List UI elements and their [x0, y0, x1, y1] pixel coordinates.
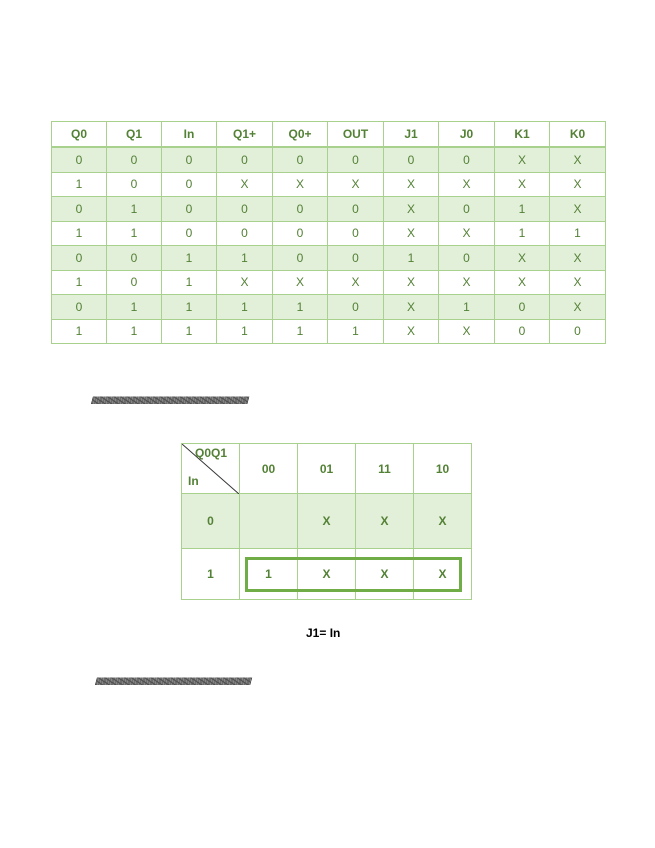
table-cell: 1	[52, 172, 107, 197]
table-cell: 0	[217, 147, 273, 172]
table-cell: X	[384, 221, 439, 246]
kmap-group-rectangle	[245, 557, 462, 592]
table-cell: 1	[162, 246, 217, 271]
table-cell: X	[273, 270, 328, 295]
table-cell: 1	[384, 246, 439, 271]
table-cell: X	[217, 172, 273, 197]
table-cell: X	[495, 147, 550, 172]
table-cell: X	[384, 172, 439, 197]
table-cell: 0	[439, 147, 495, 172]
table-cell: 0	[384, 147, 439, 172]
table-cell: X	[495, 270, 550, 295]
table-cell: 1	[495, 197, 550, 222]
table-cell: 0	[162, 221, 217, 246]
table-cell: X	[550, 147, 606, 172]
kmap-column-header: 10	[414, 444, 472, 494]
table-cell: 1	[52, 221, 107, 246]
table-cell: 0	[439, 197, 495, 222]
kmap-column-header: 01	[298, 444, 356, 494]
header-cell: Q1	[107, 122, 162, 148]
table-cell: X	[217, 270, 273, 295]
kmap-cell: X	[298, 494, 356, 549]
table-cell: 0	[107, 270, 162, 295]
equation-text: J1= In	[306, 626, 341, 640]
table-row	[52, 319, 606, 344]
table-cell: X	[328, 172, 384, 197]
separator-line: ////////////////////////////////////////////////////////////////////////////////////////////////////////////////////////////////////	[95, 677, 251, 688]
table-cell: 0	[273, 197, 328, 222]
table-cell: X	[439, 172, 495, 197]
header-cell: J1	[384, 122, 439, 148]
table-cell: X	[439, 221, 495, 246]
kmap-cell	[240, 494, 298, 549]
table-cell: 1	[328, 319, 384, 344]
header-cell: J0	[439, 122, 495, 148]
table-cell: 0	[162, 147, 217, 172]
kmap-corner	[182, 444, 240, 494]
table-cell: 1	[107, 295, 162, 320]
table-cell: 0	[162, 197, 217, 222]
table-cell: X	[384, 319, 439, 344]
table-cell: X	[550, 295, 606, 320]
table-cell: 0	[107, 246, 162, 271]
table-cell: 0	[439, 246, 495, 271]
table-cell: X	[550, 197, 606, 222]
table-cell: X	[550, 246, 606, 271]
header-cell: In	[162, 122, 217, 148]
kmap-cell: X	[356, 549, 414, 600]
table-cell: 0	[328, 197, 384, 222]
table-cell: 0	[217, 197, 273, 222]
table-cell: X	[550, 172, 606, 197]
kmap-row-header: 0	[182, 494, 240, 549]
table-cell: 0	[273, 147, 328, 172]
kmap-cell: X	[414, 494, 472, 549]
table-cell: 0	[328, 221, 384, 246]
table-cell: X	[328, 270, 384, 295]
table-cell: 0	[107, 172, 162, 197]
table-cell: X	[384, 295, 439, 320]
table-cell: 1	[162, 270, 217, 295]
table-cell: 1	[550, 221, 606, 246]
table-cell: 1	[217, 246, 273, 271]
table-row	[52, 197, 606, 222]
kmap-row-variable: In	[188, 474, 199, 488]
kmap-cell: X	[298, 549, 356, 600]
table-cell: 1	[52, 270, 107, 295]
table-cell: X	[273, 172, 328, 197]
kmap-column-variables: Q0Q1	[195, 446, 228, 460]
truth-table	[51, 121, 606, 344]
table-cell: 0	[217, 221, 273, 246]
truth-table-header	[52, 122, 606, 148]
table-cell: 1	[273, 295, 328, 320]
header-cell: Q0+	[273, 122, 328, 148]
table-cell: 1	[162, 319, 217, 344]
table-cell: 0	[273, 246, 328, 271]
table-cell: X	[495, 246, 550, 271]
table-cell: 0	[107, 147, 162, 172]
table-cell: 1	[217, 295, 273, 320]
table-cell: 1	[107, 197, 162, 222]
table-cell: X	[495, 172, 550, 197]
table-cell: 1	[273, 319, 328, 344]
table-cell: 0	[162, 172, 217, 197]
table-row	[52, 295, 606, 320]
table-cell: 0	[52, 147, 107, 172]
table-cell: X	[439, 319, 495, 344]
table-row	[52, 147, 606, 172]
kmap-column-header: 00	[240, 444, 298, 494]
kmap-row	[182, 494, 472, 549]
table-row	[52, 246, 606, 271]
table-row	[52, 172, 606, 197]
table-cell: 1	[52, 319, 107, 344]
table-cell: X	[439, 270, 495, 295]
table-cell: 1	[107, 319, 162, 344]
table-cell: 1	[495, 221, 550, 246]
table-cell: 0	[328, 147, 384, 172]
table-cell: 0	[52, 295, 107, 320]
table-cell: 0	[495, 295, 550, 320]
table-cell: 0	[495, 319, 550, 344]
table-cell: 0	[52, 197, 107, 222]
table-row	[52, 221, 606, 246]
table-cell: 0	[328, 295, 384, 320]
kmap-column-header: 11	[356, 444, 414, 494]
table-cell: 0	[550, 319, 606, 344]
kmap-row-header: 1	[182, 549, 240, 600]
kmap-cell: X	[356, 494, 414, 549]
header-cell: K0	[550, 122, 606, 148]
table-cell: 1	[217, 319, 273, 344]
kmap-cell: X	[414, 549, 472, 600]
kmap-header-row	[182, 444, 472, 494]
table-cell: 0	[52, 246, 107, 271]
table-cell: 0	[273, 221, 328, 246]
table-cell: 1	[107, 221, 162, 246]
table-cell: 1	[162, 295, 217, 320]
table-row	[52, 270, 606, 295]
header-cell: Q0	[52, 122, 107, 148]
kmap-cell: 1	[240, 549, 298, 600]
header-cell: K1	[495, 122, 550, 148]
truth-table-body	[52, 147, 606, 344]
table-cell: X	[384, 197, 439, 222]
table-cell: 1	[439, 295, 495, 320]
table-cell: X	[384, 270, 439, 295]
table-cell: 0	[328, 246, 384, 271]
header-cell: Q1+	[217, 122, 273, 148]
separator-line: /////////////////////////////////////////////////////////////////////////////////////////////////////////////////////////////////////	[91, 396, 248, 407]
header-cell: OUT	[328, 122, 384, 148]
table-cell: X	[550, 270, 606, 295]
